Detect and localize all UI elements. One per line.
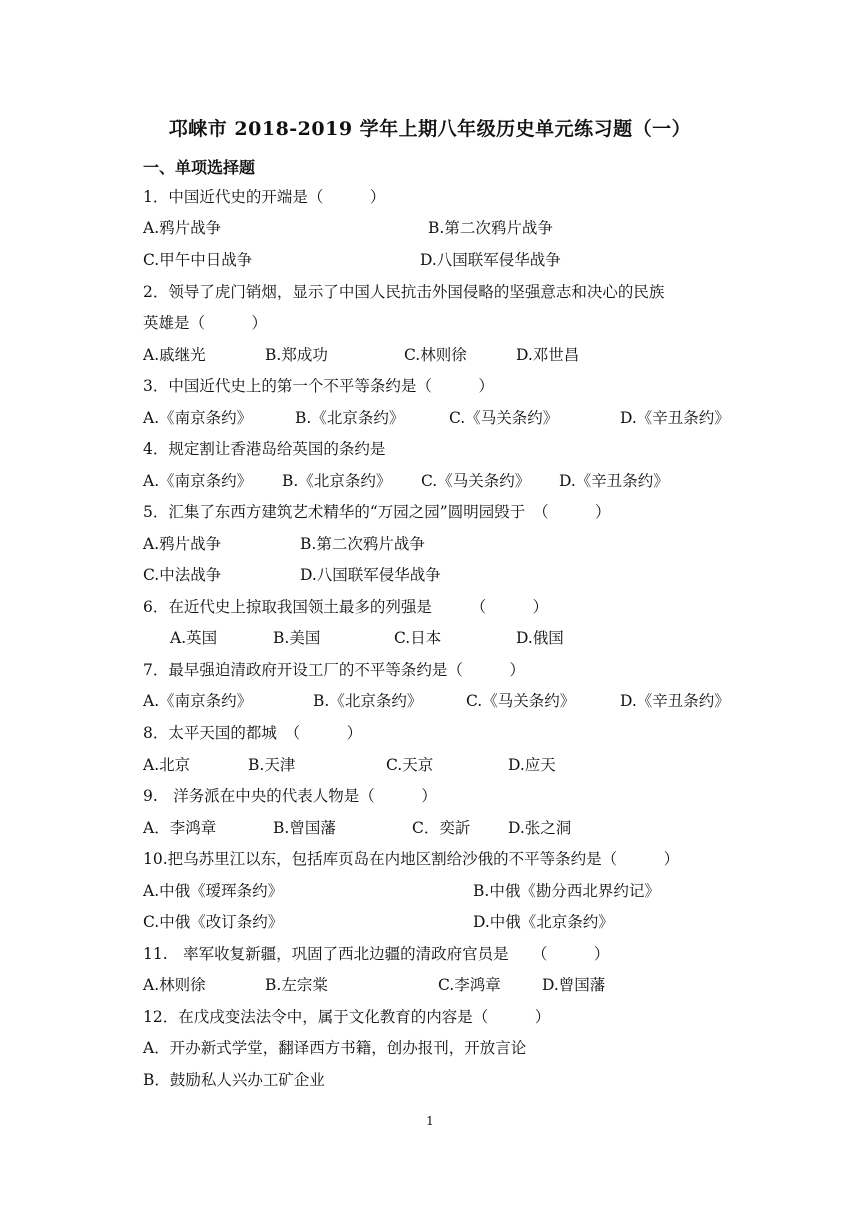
question-11-option-b: B.左宗棠 bbox=[265, 976, 328, 994]
question-8-stem: 8．太平天国的都城 （ ） bbox=[143, 724, 363, 742]
question-3-option-a: A.《南京条约》 bbox=[143, 409, 253, 427]
question-5-option-a: A.鸦片战争 bbox=[143, 535, 222, 553]
question-7-option-c: C.《马关条约》 bbox=[466, 692, 576, 710]
question-11-option-d: D.曾国藩 bbox=[542, 976, 606, 994]
question-6-stem: 6．在近代史上掠取我国领土最多的列强是 （ ） bbox=[143, 598, 549, 616]
question-5-option-c: C.中法战争 bbox=[143, 566, 222, 584]
question-2-option-a: A.戚继光 bbox=[143, 346, 206, 364]
question-7-option-d: D.《辛丑条约》 bbox=[620, 692, 730, 710]
question-1-option-d: D.八国联军侵华战争 bbox=[420, 251, 561, 269]
document-title: 邛崃市 2018-2019 学年上期八年级历史单元练习题（一） bbox=[168, 118, 692, 140]
question-1-stem: 1．中国近代史的开端是（ ） bbox=[143, 188, 386, 206]
question-9-option-b: B.曾国藩 bbox=[273, 819, 336, 837]
question-5-stem: 5．汇集了东西方建筑艺术精华的“万园之园”圆明园毁于 （ ） bbox=[143, 503, 611, 521]
question-3-stem: 3．中国近代史上的第一个不平等条约是（ ） bbox=[143, 377, 494, 395]
question-6-option-d: D.俄国 bbox=[516, 629, 564, 647]
question-6-option-a: A.英国 bbox=[170, 629, 218, 647]
question-1-option-b: B.第二次鸦片战争 bbox=[428, 219, 553, 237]
question-11-option-a: A.林则徐 bbox=[143, 976, 206, 994]
question-3-option-d: D.《辛丑条约》 bbox=[620, 409, 730, 427]
question-2-stem-cont: 英雄是（ ） bbox=[143, 314, 268, 332]
question-3-option-b: B.《北京条约》 bbox=[295, 409, 405, 427]
question-6-option-b: B.美国 bbox=[273, 629, 321, 647]
question-3-option-c: C.《马关条约》 bbox=[449, 409, 559, 427]
question-10-stem: 10.把乌苏里江以东，包括库页岛在内地区割给沙俄的不平等条约是（ ） bbox=[143, 850, 680, 868]
question-1-option-a: A.鸦片战争 bbox=[143, 219, 222, 237]
question-8-option-c: C.天京 bbox=[386, 756, 434, 774]
question-9-option-c: C．奕訢 bbox=[412, 819, 471, 837]
question-10-option-b: B.中俄《勘分西北界约记》 bbox=[473, 882, 660, 900]
question-9-option-a: A．李鸿章 bbox=[143, 819, 217, 837]
question-7-stem: 7．最早强迫清政府开设工厂的不平等条约是（ ） bbox=[143, 661, 525, 679]
question-2-option-b: B.郑成功 bbox=[265, 346, 328, 364]
question-8-option-d: D.应天 bbox=[508, 756, 556, 774]
question-4-option-d: D.《辛丑条约》 bbox=[559, 472, 669, 490]
question-6-option-c: C.日本 bbox=[394, 629, 442, 647]
section-heading: 一、单项选择题 bbox=[143, 158, 256, 177]
question-4-option-c: C.《马关条约》 bbox=[421, 472, 531, 490]
question-1-option-c: C.甲午中日战争 bbox=[143, 251, 253, 269]
question-8-option-b: B.天津 bbox=[248, 756, 296, 774]
page-number: 1 bbox=[426, 1114, 434, 1128]
question-10-option-d: D.中俄《北京条约》 bbox=[473, 913, 614, 931]
question-5-option-b: B.第二次鸦片战争 bbox=[300, 535, 425, 553]
question-9-option-d: D.张之洞 bbox=[508, 819, 572, 837]
question-4-option-b: B.《北京条约》 bbox=[282, 472, 392, 490]
question-12-stem: 12．在戊戌变法法令中，属于文化教育的内容是（ ） bbox=[143, 1008, 551, 1026]
question-7-option-b: B.《北京条约》 bbox=[313, 692, 423, 710]
question-10-option-c: C.中俄《改订条约》 bbox=[143, 913, 284, 931]
question-9-stem: 9. 洋务派在中央的代表人物是（ ） bbox=[143, 787, 437, 805]
question-5-option-d: D.八国联军侵华战争 bbox=[300, 566, 441, 584]
question-2-option-d: D.邓世昌 bbox=[516, 346, 580, 364]
question-12-option-a: A．开办新式学堂，翻译西方书籍，创办报刊，开放言论 bbox=[143, 1039, 527, 1057]
question-2-stem: 2．领导了虎门销烟，显示了中国人民抗击外国侵略的坚强意志和决心的民族 bbox=[143, 283, 665, 301]
question-8-option-a: A.北京 bbox=[143, 756, 191, 774]
question-2-option-c: C.林则徐 bbox=[404, 346, 467, 364]
question-11-option-c: C.李鸿章 bbox=[438, 976, 501, 994]
question-7-option-a: A.《南京条约》 bbox=[143, 692, 253, 710]
question-11-stem: 11. 率军收复新疆，巩固了西北边疆的清政府官员是 （ ） bbox=[143, 945, 610, 963]
question-12-option-b: B．鼓励私人兴办工矿企业 bbox=[143, 1071, 325, 1089]
question-4-option-a: A.《南京条约》 bbox=[143, 472, 253, 490]
question-4-stem: 4．规定割让香港岛给英国的条约是 bbox=[143, 440, 386, 458]
question-10-option-a: A.中俄《瑷珲条约》 bbox=[143, 882, 284, 900]
